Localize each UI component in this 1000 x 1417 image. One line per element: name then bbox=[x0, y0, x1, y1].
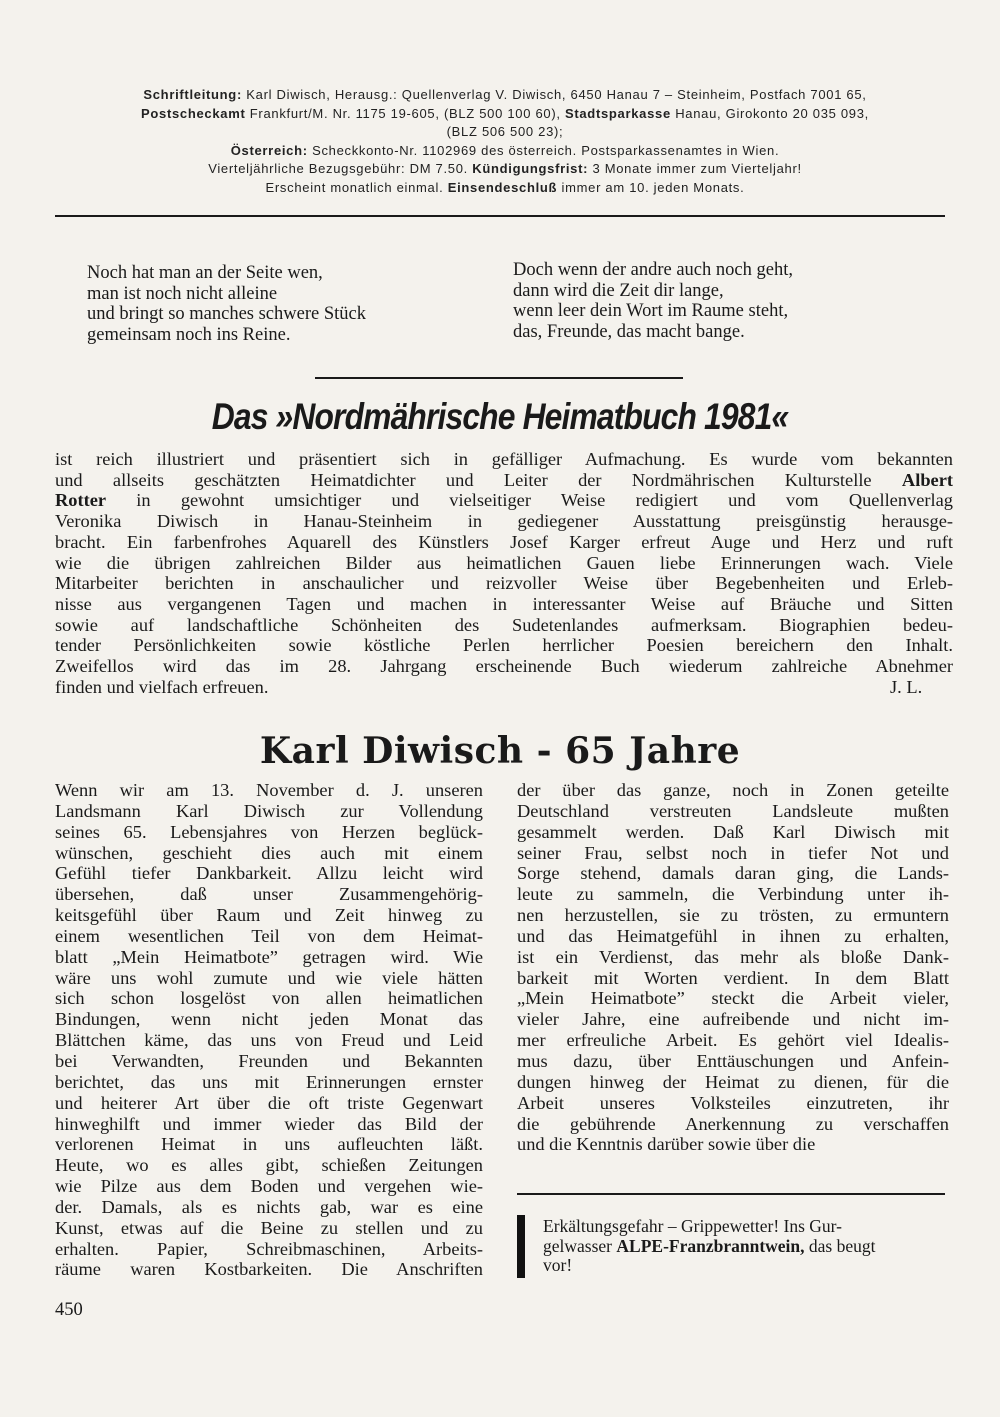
poem-line: wenn leer dein Wort im Raume steht, bbox=[513, 301, 789, 321]
article-title-karl-diwisch: Karl Diwisch - 65 Jahre bbox=[259, 730, 741, 772]
text-line: wäre uns wohl zumute und wie viele hätten bbox=[55, 967, 483, 988]
text-line: „Mein Heimatbote” steckt die Arbeit vieler, bbox=[517, 988, 949, 1009]
text-line: gelwasser ALPE-Franzbranntwein, das beugt bbox=[543, 1235, 876, 1256]
text-line: einem wesentlichen Teil von dem Heimat- bbox=[55, 925, 483, 946]
text-line: Veronika Diwisch in Hanau-Steinheim in gediegener Ausstattung preisgünstig herausge- bbox=[55, 511, 953, 532]
text-line: und die Kenntnis darüber sowie über die bbox=[517, 1134, 816, 1155]
masthead-line: Postscheckamt Frankfurt/M. Nr. 1175 19-605, (BLZ 500 100 60), Stadtsparkasse Hanau, Girokonto 20 035 093, bbox=[141, 105, 869, 121]
text-line: berichtet, das uns mit Erinnerungen ernster bbox=[55, 1071, 483, 1092]
masthead-line: Erscheint monatlich einmal. Einsendeschluß immer am 10. jeden Monats. bbox=[265, 179, 745, 195]
text-line: barkeit mit Worten verdient. In dem Blatt bbox=[517, 967, 949, 988]
text-line: Gefühl tiefer Dankbarkeit. Allzu leicht wird bbox=[55, 863, 483, 884]
poem-line: und bringt so manches schwere Stück bbox=[87, 304, 366, 324]
text-line: seines 65. Lebensjahres von Herzen beglück- bbox=[55, 821, 483, 842]
masthead-line: Österreich: Scheckkonto-Nr. 1102969 des österreich. Postsparkassenamtes in Wien. bbox=[230, 142, 780, 158]
text-line: blatt „Mein Heimatbote” getragen wird. Wie bbox=[55, 946, 483, 967]
poem-line: man ist noch nicht alleine bbox=[87, 283, 278, 304]
article-column-left bbox=[55, 780, 483, 1280]
text-line: Deutschland verstreuten Landsleute mußten bbox=[517, 800, 949, 821]
text-line: übersehen, daß unser Zusammengehörig- bbox=[55, 884, 483, 905]
poem-line: dann wird die Zeit dir lange, bbox=[513, 280, 724, 301]
poem-line: gemeinsam noch ins Reine. bbox=[87, 324, 291, 345]
poem-left-stanza bbox=[87, 263, 366, 345]
text-line: wie die übrigen zahlreichen Bilder aus heimatlichen Gauen liebe Erinnerungen wach. Viele bbox=[55, 552, 953, 573]
article-body-heimatbuch bbox=[55, 449, 953, 697]
article-column-right bbox=[517, 780, 949, 1155]
text-line: Arbeit unseres Volksteiles einzutreten, ihr bbox=[517, 1092, 949, 1113]
text-line: Blättchen käme, das uns von Freud und Leid bbox=[55, 1030, 483, 1051]
text-line: die gebührende Anerkennung zu verschaffen bbox=[517, 1113, 949, 1134]
text-line: Bindungen, wenn nicht jeden Monat das bbox=[55, 1009, 483, 1030]
masthead-line: (BLZ 506 500 23); bbox=[446, 124, 564, 139]
text-line: Mitarbeiter berichten in anschaulicher und reizvoller Weise über Begebenheiten und Erleb- bbox=[55, 573, 953, 594]
section-divider bbox=[315, 377, 683, 379]
text-line: wie Pilze aus dem Boden und vergehen wie- bbox=[55, 1176, 483, 1197]
masthead-imprint bbox=[55, 86, 955, 197]
text-line: dungen hinweg der Heimat zu dienen, für die bbox=[517, 1071, 949, 1092]
author-signature: J. L. bbox=[890, 677, 923, 697]
text-line: der. Damals, als es nichts gab, war es eine bbox=[55, 1196, 483, 1217]
text-line: bracht. Ein farbenfrohes Aquarell des Künstlers Josef Karger erfreut Auge und Herz und ruft bbox=[55, 531, 953, 552]
text-line: Erkältungsgefahr – Grippewetter! Ins Gur- bbox=[543, 1216, 842, 1236]
text-line: Landsmann Karl Diwisch zur Vollendung bbox=[55, 800, 483, 821]
text-line: hinweghilft und immer wieder das Bild der bbox=[55, 1113, 483, 1134]
text-line: wünschen, geschieht dies auch mit einem bbox=[55, 842, 483, 863]
text-line: finden und vielfach erfreuen. bbox=[55, 676, 269, 697]
text-line: vor! bbox=[543, 1255, 573, 1275]
masthead-rule bbox=[55, 215, 945, 217]
text-line: und das Heimatgefühl in ihnen zu erhalten, bbox=[517, 925, 949, 946]
text-line: Zweifellos wird das im 28. Jahrgang erscheinende Buch wiederum zahlreiche Abnehmer bbox=[55, 656, 953, 677]
text-line: gesammelt werden. Daß Karl Diwisch mit bbox=[517, 821, 949, 842]
text-line: sowie auf landschaftliche Schönheiten des Sudetenlandes aufmerksam. Biographien bedeu- bbox=[55, 614, 953, 635]
poem-line: das, Freunde, das macht bange. bbox=[513, 321, 745, 342]
text-line: und heiterer Art über die oft triste Gegenwart bbox=[55, 1092, 483, 1113]
article-title-heimatbuch: Das »Nordmährische Heimatbuch 1981« bbox=[211, 396, 789, 437]
text-line: nen herzustellen, sie zu trösten, zu ermuntern bbox=[517, 905, 949, 926]
text-line: leute zu sammeln, die Verbindung unter ih- bbox=[517, 884, 949, 905]
poem-right-stanza bbox=[513, 260, 793, 342]
text-line: nisse aus vergangenen Tagen und machen in interessanter Weise auf Bräuche und Sitten bbox=[55, 593, 953, 614]
text-line: keitsgefühl über Raum und Zeit hinweg zu bbox=[55, 905, 483, 926]
text-line: Sorge stehend, damals daran ging, die Lands- bbox=[517, 863, 949, 884]
ad-rule bbox=[517, 1193, 945, 1195]
text-line: Rotter in gewohnt umsichtiger und vielseitiger Weise redigiert und vom Quellenverlag bbox=[55, 490, 953, 511]
text-line: ist ein Verdienst, das mehr als bloße Dank- bbox=[517, 946, 949, 967]
text-line: Heute, wo es alles gibt, schießen Zeitungen bbox=[55, 1155, 483, 1176]
text-line: mus dazu, über Enttäuschungen und Anfein- bbox=[517, 1050, 949, 1071]
text-line: ist reich illustriert und präsentiert sich in gefälliger Aufmachung. Es wurde vom bekannten bbox=[55, 449, 953, 469]
text-line: erhalten. Papier, Schreibmaschinen, Arbeits- bbox=[55, 1238, 483, 1259]
text-line: Wenn wir am 13. November d. J. unseren bbox=[55, 780, 483, 800]
text-line: der über das ganze, noch in Zonen geteilte bbox=[517, 780, 949, 800]
poem-line: Doch wenn der andre auch noch geht, bbox=[513, 260, 793, 280]
ad-text bbox=[543, 1217, 948, 1276]
text-line: seiner Frau, selbst noch in tiefer Not und bbox=[517, 842, 949, 863]
text-line: räume waren Kostbarkeiten. Die Anschriften bbox=[55, 1259, 483, 1280]
masthead-line: Schriftleitung: Karl Diwisch, Herausg.: Quellenverlag V. Diwisch, 6450 Hanau 7 – Steinheim, Postfach 7001 65, bbox=[143, 87, 867, 102]
text-line: bei Verwandten, Freunden und Bekannten bbox=[55, 1050, 483, 1071]
text-line: vieler Jahre, eine aufreibende und nicht im- bbox=[517, 1009, 949, 1030]
text-line: mer erfreuliche Arbeit. Es gehört viel Idealis- bbox=[517, 1030, 949, 1051]
page-number: 450 bbox=[55, 1300, 83, 1320]
text-line: sich schon losgelöst von allen heimatlichen bbox=[55, 988, 483, 1009]
masthead-line: Vierteljährliche Bezugsgebühr: DM 7.50. Kündigungsfrist: 3 Monate immer zum Vierteljahr! bbox=[208, 161, 802, 176]
text-line: Kunst, etwas auf die Beine zu stellen und zu bbox=[55, 1217, 483, 1238]
ad-accent-bar bbox=[517, 1215, 525, 1278]
text-line: verlorenen Heimat in uns aufleuchten läßt. bbox=[55, 1134, 483, 1155]
text-line: und allseits geschätzten Heimatdichter und Leiter der Nordmährischen Kulturstelle Albert bbox=[55, 469, 953, 490]
text-line: tender Persönlichkeiten sowie köstliche Perlen herrlicher Poesien bereichern den Inhalt. bbox=[55, 635, 953, 656]
poem-line: Noch hat man an der Seite wen, bbox=[87, 263, 323, 283]
